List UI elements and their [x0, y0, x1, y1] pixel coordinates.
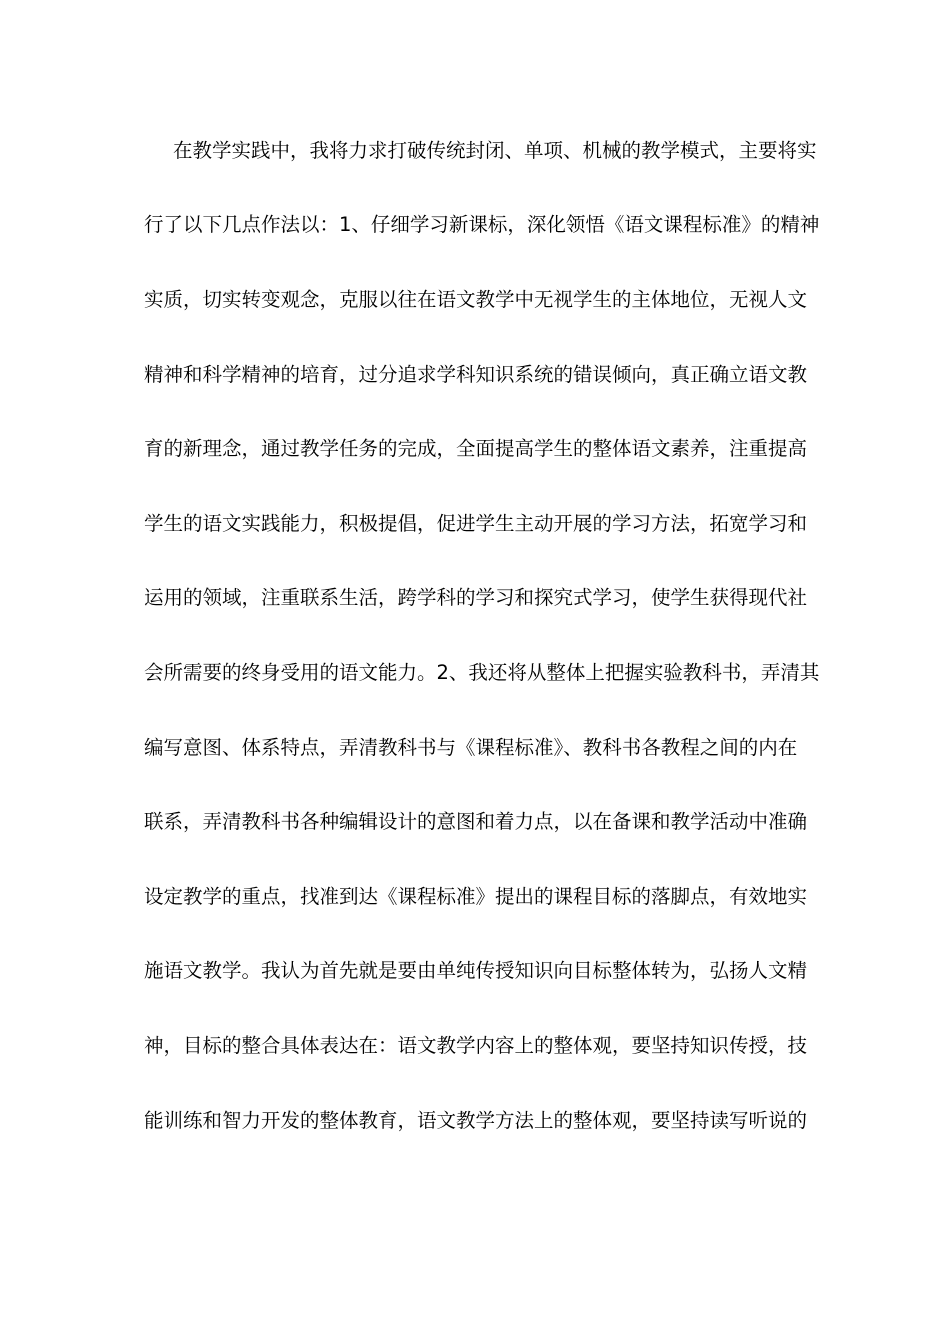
paragraph-line-9: 编写意图、体系特点，弄清教科书与《课程标准》、教科书各教程之间的内在	[144, 736, 798, 759]
paragraph-line-6: 学生的语文实践能力，积极提倡，促进学生主动开展的学习方法，拓宽学习和	[144, 512, 808, 535]
paragraph-line-7: 运用的领域，注重联系生活，跨学科的学习和探究式学习，使学生获得现代社	[144, 586, 808, 609]
paragraph-line-1: 在教学实践中，我将力求打破传统封闭、单项、机械的教学模式，主要将实	[173, 139, 817, 162]
paragraph-line-5: 育的新理念，通过教学任务的完成，全面提高学生的整体语文素养，注重提高	[144, 437, 808, 460]
paragraph-line-2: 行了以下几点作法以：1、仔细学习新课标，深化领悟《语文课程标准》的精神	[144, 213, 820, 236]
paragraph-line-3: 实质，切实转变观念，克服以往在语文教学中无视学生的主体地位，无视人文	[144, 288, 808, 311]
paragraph-line-4: 精神和科学精神的培育，过分追求学科知识系统的错误倾向，真正确立语文教	[144, 363, 808, 386]
paragraph-line-13: 神，目标的整合具体表达在：语文教学内容上的整体观，要坚持知识传授，技	[144, 1034, 808, 1057]
paragraph-line-14: 能训练和智力开发的整体教育，语文教学方法上的整体观，要坚持读写听说的	[144, 1109, 808, 1132]
paragraph-line-12: 施语文教学。我认为首先就是要由单纯传授知识向目标整体转为，弘扬人文精	[144, 959, 808, 982]
paragraph-line-8: 会所需要的终身受用的语文能力。2、我还将从整体上把握实验教科书，弄清其	[144, 661, 820, 684]
paragraph-line-10: 联系，弄清教科书各种编辑设计的意图和着力点，以在备课和教学活动中准确	[144, 810, 808, 833]
paragraph-line-11: 设定教学的重点，找准到达《课程标准》提出的课程目标的落脚点，有效地实	[144, 885, 808, 908]
